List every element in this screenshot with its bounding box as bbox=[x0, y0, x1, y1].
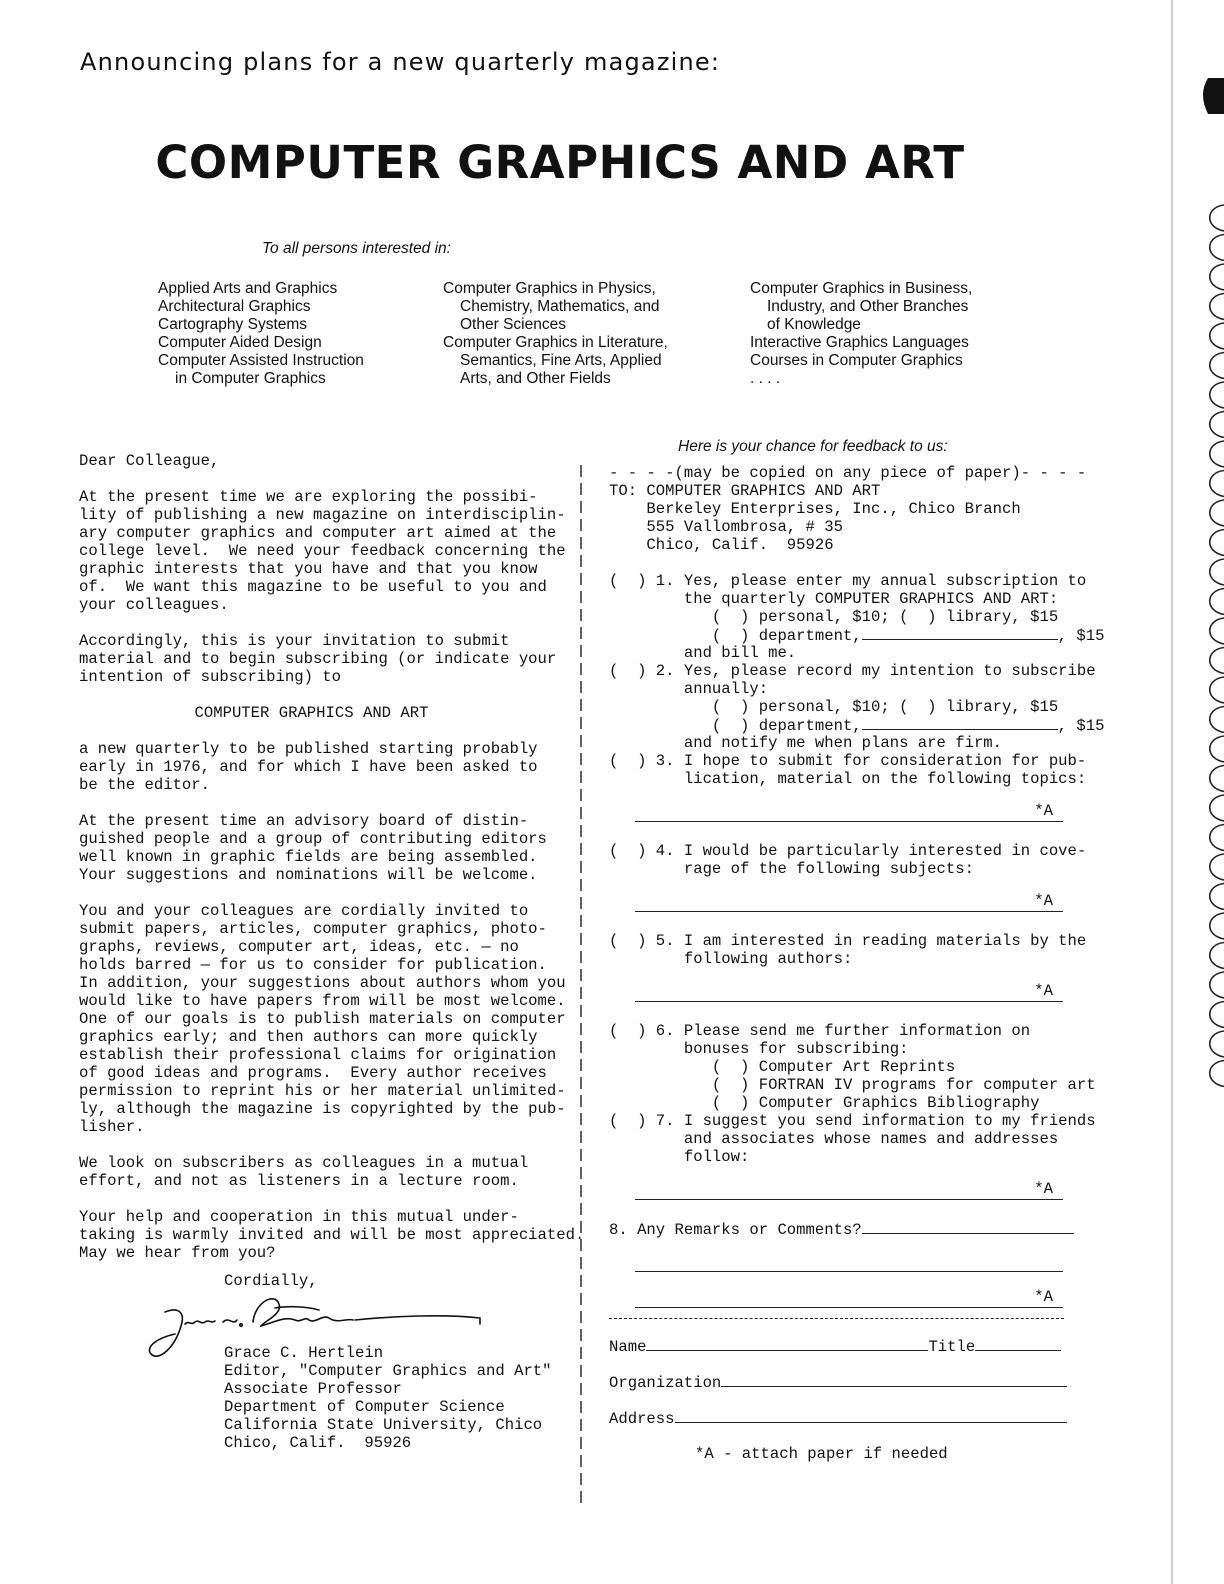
attach-mark: *A bbox=[1034, 892, 1053, 910]
q2-tail: and notify me when plans are firm. bbox=[609, 734, 1003, 752]
topic-item: Computer Graphics in Business, bbox=[750, 280, 973, 297]
title-field[interactable] bbox=[975, 1337, 1061, 1351]
binding-coil bbox=[1210, 677, 1224, 703]
letter-paragraph: You and your colleagues are cordially invited to submit papers, articles, computer graphics, photo- graphs, reviews, computer art, ideas, etc. — no holds barred — for us to consider for publication. In addition, your suggestions about authors whom you would like to have papers from will be most welcome. One of our goals is to publish materials on computer graphics early; and then authors can more quickly establish their professional claims for origination of good ideas and programs. Every author receives permission to reprint his or her material unlimited- ly, although the magazine is copyrighted by the pub- lisher. bbox=[79, 902, 566, 1136]
topic-item: Computer Graphics in Literature, bbox=[443, 334, 668, 351]
binding-coil bbox=[1210, 559, 1224, 585]
audience-intro: To all persons interested in: bbox=[262, 240, 451, 257]
binding-coil bbox=[1210, 471, 1224, 497]
copy-note: - - - -(may be copied on any piece of paper)- - - - bbox=[609, 464, 1087, 482]
column-divider bbox=[577, 465, 585, 1505]
topic-item: Semantics, Fine Arts, Applied bbox=[460, 352, 662, 369]
binding-coil bbox=[1210, 795, 1224, 821]
binding-coil bbox=[1210, 943, 1224, 969]
letter-paragraph: We look on subscribers as colleagues in a mutual effort, and not as listeners in a lecture room. bbox=[79, 1154, 529, 1190]
binding-coil bbox=[1210, 766, 1224, 792]
binding-coil bbox=[1210, 441, 1224, 467]
q2-department-price: , $15 bbox=[1057, 717, 1105, 735]
name-label: Name bbox=[609, 1338, 647, 1356]
q2-department-field[interactable] bbox=[862, 716, 1058, 730]
address-field[interactable] bbox=[675, 1409, 1067, 1423]
q4-answer-line[interactable] bbox=[609, 892, 1069, 914]
salutation: Dear Colleague, bbox=[79, 452, 220, 470]
q8-answer-line[interactable] bbox=[609, 1256, 1069, 1274]
binding-coil bbox=[1210, 648, 1224, 674]
attach-mark: *A bbox=[1034, 802, 1053, 820]
organization-row[interactable] bbox=[609, 1373, 1069, 1391]
topic-item: Computer Aided Design bbox=[158, 334, 322, 351]
binding-coil bbox=[1210, 412, 1224, 438]
topic-item: . . . . bbox=[750, 370, 781, 387]
q1-department-price: , $15 bbox=[1057, 627, 1105, 645]
topics-column-2 bbox=[443, 280, 668, 388]
spiral-binding-edge bbox=[1164, 0, 1224, 1584]
page-title: COMPUTER GRAPHICS AND ART bbox=[155, 136, 965, 189]
question-2[interactable]: ( ) 2. Yes, please record my intention to subscribe annually: ( ) personal, $10; ( ) library, $15 bbox=[609, 662, 1096, 716]
letter-paragraph: At the present time an advisory board of distin- guished people and a group of contributing editors well known in graphic fields are being assembled. Your suggestions and nominations will be welcome. bbox=[79, 812, 547, 884]
announcement-line: Announcing plans for a new quarterly magazine: bbox=[80, 48, 721, 76]
binding-coil bbox=[1210, 353, 1224, 379]
topic-item: Interactive Graphics Languages bbox=[750, 334, 969, 351]
q8-answer-field[interactable] bbox=[862, 1220, 1074, 1234]
question-3[interactable]: ( ) 3. I hope to submit for consideration for pub- lication, material on the following topics: bbox=[609, 752, 1087, 788]
binding-coil bbox=[1210, 1061, 1224, 1087]
binding-coil bbox=[1210, 382, 1224, 408]
organization-field[interactable] bbox=[721, 1373, 1067, 1387]
binding-coil bbox=[1210, 589, 1224, 615]
topic-item: in Computer Graphics bbox=[175, 370, 326, 387]
cut-line bbox=[609, 1318, 1064, 1319]
question-1[interactable]: ( ) 1. Yes, please enter my annual subscription to the quarterly COMPUTER GRAPHICS AND ART: ( ) personal, $10; ( ) library, $15 bbox=[609, 572, 1087, 626]
question-5[interactable]: ( ) 5. I am interested in reading materials by the following authors: bbox=[609, 932, 1087, 968]
feedback-form bbox=[609, 464, 1105, 1463]
topic-item: Arts, and Other Fields bbox=[460, 370, 611, 387]
binding-coil bbox=[1210, 1031, 1224, 1057]
binding-coil bbox=[1210, 884, 1224, 910]
question-4[interactable]: ( ) 4. I would be particularly interested in cove- rage of the following subjects: bbox=[609, 842, 1087, 878]
binding-coil bbox=[1210, 707, 1224, 733]
binding-coil bbox=[1210, 500, 1224, 526]
binding-coil bbox=[1210, 294, 1224, 320]
binding-coil bbox=[1210, 323, 1224, 349]
question-8-row[interactable] bbox=[609, 1220, 1069, 1238]
name-title-row[interactable] bbox=[609, 1337, 1069, 1355]
topic-item: Computer Graphics in Physics, bbox=[443, 280, 656, 297]
mailing-address: TO: COMPUTER GRAPHICS AND ART Berkeley Enterprises, Inc., Chico Branch 555 Vallombrosa, # 35 Chico, Calif. 95926 bbox=[609, 482, 1021, 554]
topic-item: Other Sciences bbox=[460, 316, 566, 333]
question-6[interactable]: ( ) 6. Please send me further information on bonuses for subscribing: ( ) Computer Art Reprints ( ) FORTRAN IV programs for computer art ( ) Computer Graphics Bibliography bbox=[609, 1022, 1096, 1112]
topic-item: Computer Assisted Instruction bbox=[158, 352, 364, 369]
question-7[interactable]: ( ) 7. I suggest you send information to my friends and associates whose names and addresses follow: bbox=[609, 1112, 1096, 1166]
closing: Cordially, bbox=[224, 1272, 318, 1290]
q1-department-label: ( ) department, bbox=[609, 627, 862, 645]
topic-item: Chemistry, Mathematics, and bbox=[460, 298, 660, 315]
q1-tail: and bill me. bbox=[609, 644, 797, 662]
binding-coil bbox=[1210, 854, 1224, 880]
address-label: Address bbox=[609, 1410, 675, 1428]
address-row[interactable] bbox=[609, 1409, 1069, 1427]
topics-column-1 bbox=[158, 280, 364, 388]
attach-mark: *A bbox=[1034, 982, 1053, 1000]
organization-label: Organization bbox=[609, 1374, 722, 1392]
name-field[interactable] bbox=[646, 1337, 928, 1351]
topic-item: Applied Arts and Graphics bbox=[158, 280, 338, 297]
attach-mark: *A bbox=[1034, 1288, 1053, 1306]
q2-department-row[interactable] bbox=[609, 716, 1105, 735]
q1-department-row[interactable] bbox=[609, 626, 1105, 645]
attach-mark: *A bbox=[1034, 1180, 1053, 1198]
q1-department-field[interactable] bbox=[862, 626, 1058, 640]
binding-coil bbox=[1210, 235, 1224, 261]
binding-coil bbox=[1210, 913, 1224, 939]
binding-coil bbox=[1210, 972, 1224, 998]
binding-coil bbox=[1210, 736, 1224, 762]
binding-coil bbox=[1210, 264, 1224, 290]
topic-item: Architectural Graphics bbox=[158, 298, 311, 315]
binding-coil bbox=[1210, 825, 1224, 851]
feedback-heading: Here is your chance for feedback to us: bbox=[678, 438, 948, 455]
q3-answer-line[interactable] bbox=[609, 802, 1069, 824]
signature-block: Grace C. Hertlein Editor, "Computer Graphics and Art" Associate Professor Department of Computer Science California State University, Chico Chico, Calif. 95926 bbox=[224, 1344, 552, 1452]
q2-department-label: ( ) department, bbox=[609, 717, 862, 735]
topic-item: of Knowledge bbox=[767, 316, 861, 333]
topic-item: Courses in Computer Graphics bbox=[750, 352, 963, 369]
title-label: Title bbox=[928, 1338, 976, 1356]
binding-coil bbox=[1210, 530, 1224, 556]
topics-column-3 bbox=[750, 280, 972, 388]
q8-answer-line[interactable] bbox=[609, 1288, 1069, 1310]
question-8: 8. Any Remarks or Comments? bbox=[609, 1221, 862, 1239]
letter-paragraph: At the present time we are exploring the possibi- lity of publishing a new magazine on interdisciplin- ary computer graphics and computer art aimed at the college level. We need your feedback concerning the graphic interests that you have and that you know of. We want this magazine to be useful to you and your colleagues. bbox=[79, 488, 566, 614]
footnote: *A - attach paper if needed bbox=[695, 1445, 948, 1463]
binding-coil bbox=[1210, 205, 1224, 231]
magazine-name: COMPUTER GRAPHICS AND ART bbox=[194, 704, 429, 722]
q5-answer-line[interactable] bbox=[609, 982, 1069, 1004]
topic-item: Cartography Systems bbox=[158, 316, 308, 333]
binding-coil bbox=[1210, 1002, 1224, 1028]
letter-paragraph: Accordingly, this is your invitation to submit material and to begin subscribing (or indicate your intention of subscribing) to bbox=[79, 632, 557, 686]
letter-paragraph: a new quarterly to be published starting probably early in 1976, and for which I have been asked to be the editor. bbox=[79, 740, 538, 794]
topic-item: Industry, and Other Branches bbox=[767, 298, 969, 315]
q7-answer-line[interactable] bbox=[609, 1180, 1069, 1202]
letter-body bbox=[79, 452, 585, 1280]
binding-coil bbox=[1210, 618, 1224, 644]
letter-paragraph: Your help and cooperation in this mutual under- taking is warmly invited and will be most appreciated. May we hear from you? bbox=[79, 1208, 585, 1262]
